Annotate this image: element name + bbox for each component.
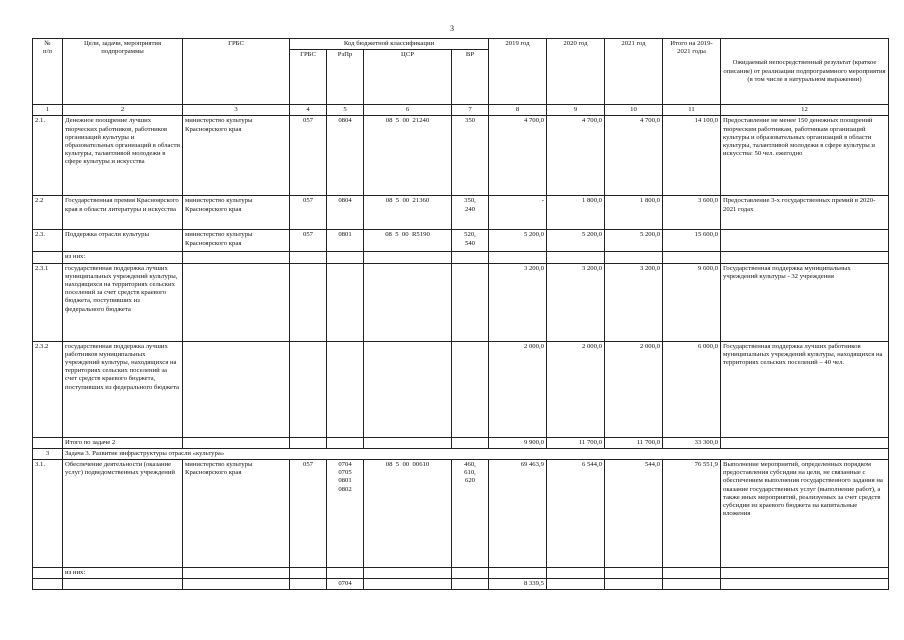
row-grbs	[183, 341, 290, 437]
row-name: Обеспечение деятельности (оказание услуг) подведомственных учреждений	[63, 460, 183, 568]
row-rzpr: 0801	[327, 230, 364, 252]
header-2020: 2020 год	[547, 39, 605, 105]
row-code	[290, 263, 327, 341]
row-grbs	[183, 263, 290, 341]
header-result: Ожидаемый непосредственный результат (краткое описание) от реализации подпрограммного мероприятия (в том числе в натуральном выражении)	[721, 39, 889, 105]
row-grbs: министерство культуры Красноярского края	[183, 460, 290, 568]
row-2021: 2 000,0	[605, 341, 663, 437]
table-row	[33, 263, 889, 341]
row-code: 057	[290, 196, 327, 230]
row-2019	[489, 252, 547, 263]
row-csr	[364, 341, 452, 437]
row-csr	[364, 252, 452, 263]
row-code: 057	[290, 460, 327, 568]
row-2020: 5 200,0	[547, 230, 605, 252]
table-row	[33, 116, 889, 196]
row-name: Поддержка отрасли культуры	[63, 230, 183, 252]
row-2021: 544,0	[605, 460, 663, 568]
row-code	[290, 341, 327, 437]
row-result: Государственная поддержка муниципальных учреждений культуры - 32 учреждения	[721, 263, 889, 341]
row-2020: 6 544,0	[547, 460, 605, 568]
col-number: 6	[364, 105, 452, 116]
row-total: 76 551,9	[663, 460, 721, 568]
row-num: 2.1.	[33, 116, 63, 196]
page-number: 3	[450, 24, 454, 33]
col-number: 9	[547, 105, 605, 116]
row-code	[290, 252, 327, 263]
total-2020: 11 700,0	[547, 437, 605, 448]
row-2020: 3 200,0	[547, 263, 605, 341]
row-rzpr	[327, 252, 364, 263]
table-row	[33, 230, 889, 252]
row-name: из них:	[63, 252, 183, 263]
row-name: государственная поддержка лучших муниципальных учреждений культуры, находящихся на территориях сельских поселений за счет средств краевого бюджета, поступивших из федерального бюджета	[63, 263, 183, 341]
row-name: из них:	[63, 568, 183, 579]
task-num: 3	[33, 448, 63, 459]
row-vr	[452, 263, 489, 341]
row-vr	[452, 341, 489, 437]
row-vr	[452, 252, 489, 263]
total-label: Итого по задаче 2	[63, 437, 183, 448]
task-row	[33, 448, 889, 459]
table-row	[33, 568, 889, 579]
row-csr: 08 5 00 21360	[364, 196, 452, 230]
row-grbs: министерство культуры Красноярского края	[183, 196, 290, 230]
row-name: Денежное поощрение лучших творческих работников, работников организаций культуры и образовательных организаций в области культуры, талантливой молодежи в сфере культуры и искусства	[63, 116, 183, 196]
col-number: 2	[63, 105, 183, 116]
table-row	[33, 252, 889, 263]
row-rzpr: 0704	[327, 579, 364, 590]
row-num: 2.2	[33, 196, 63, 230]
row-result	[721, 230, 889, 252]
row-2019: 2 000,0	[489, 341, 547, 437]
row-total: 9 600,0	[663, 263, 721, 341]
row-vr: 350, 240	[452, 196, 489, 230]
col-number: 1	[33, 105, 63, 116]
row-name: Государственная премия Красноярского края в области литературы и искусства	[63, 196, 183, 230]
row-csr: 08 5 00 21240	[364, 116, 452, 196]
row-2019: 8 339,5	[489, 579, 547, 590]
row-result: Выполнение мероприятий, определенных порядком предоставления субсидии на цели, не связанные с обеспечением выполнения государственного задания на оказание государственных услуг (выполнение работ), а также иных мероприятий, реализуемых за счет средств субсидии из краевого бюджета на капитальные вложения	[721, 460, 889, 568]
row-num: 2.3.2	[33, 341, 63, 437]
header-2019: 2019 год	[489, 39, 547, 105]
col-number: 12	[721, 105, 889, 116]
row-csr: 08 5 00 R5190	[364, 230, 452, 252]
row-total: 6 000,0	[663, 341, 721, 437]
row-code: 057	[290, 230, 327, 252]
row-rzpr	[327, 341, 364, 437]
column-number-row	[33, 105, 889, 116]
row-2019: 4 700,0	[489, 116, 547, 196]
row-2020: 1 800,0	[547, 196, 605, 230]
row-2019: -	[489, 196, 547, 230]
row-rzpr	[327, 263, 364, 341]
row-total: 14 100,0	[663, 116, 721, 196]
table-row	[33, 196, 889, 230]
header-kbk-rzpr: РзПр	[327, 50, 364, 105]
row-2021: 5 200,0	[605, 230, 663, 252]
header-grbs: ГРБС	[183, 39, 290, 105]
total-2019: 9 900,0	[489, 437, 547, 448]
row-2019: 5 200,0	[489, 230, 547, 252]
total-2021: 11 700,0	[605, 437, 663, 448]
row-rzpr: 0704 0705 0801 0802	[327, 460, 364, 568]
row-2021	[605, 252, 663, 263]
row-vr: 520, 540	[452, 230, 489, 252]
row-2019: 69 463,9	[489, 460, 547, 568]
header-kbk-vr: ВР	[452, 50, 489, 105]
row-grbs: министерство культуры Красноярского края	[183, 230, 290, 252]
header-2021: 2021 год	[605, 39, 663, 105]
table-row	[33, 460, 889, 568]
row-num: 2.3.	[33, 230, 63, 252]
col-number: 7	[452, 105, 489, 116]
header-num: № п/п	[33, 39, 63, 105]
header-kbk-csr: ЦСР	[364, 50, 452, 105]
col-number: 10	[605, 105, 663, 116]
task-title: Задача 3. Развитие инфраструктуры отрасли «культура»	[63, 448, 889, 459]
row-2020: 4 700,0	[547, 116, 605, 196]
row-code: 057	[290, 116, 327, 196]
row-grbs	[183, 252, 290, 263]
col-number: 11	[663, 105, 721, 116]
row-rzpr: 0804	[327, 116, 364, 196]
header-goals: Цели, задачи, мероприятия подпрограммы	[63, 39, 183, 105]
row-2021: 3 200,0	[605, 263, 663, 341]
header-kbk: Код бюджетной классификации	[290, 39, 489, 50]
col-number: 8	[489, 105, 547, 116]
row-2021: 4 700,0	[605, 116, 663, 196]
budget-table	[32, 38, 889, 590]
row-2021: 1 800,0	[605, 196, 663, 230]
row-grbs: министерство культуры Красноярского края	[183, 116, 290, 196]
row-total: 3 600,0	[663, 196, 721, 230]
col-number: 5	[327, 105, 364, 116]
row-vr: 350	[452, 116, 489, 196]
row-result: Государственная поддержка лучших работников муниципальных учреждений культуры, находящихся на территориях сельских поселений – 40 чел.	[721, 341, 889, 437]
row-result	[721, 252, 889, 263]
row-2020: 2 000,0	[547, 341, 605, 437]
row-rzpr: 0804	[327, 196, 364, 230]
table-row	[33, 579, 889, 590]
row-name: государственная поддержка лучших работников муниципальных учреждений культуры, находящихся на территориях сельских поселений за счет средств краевого бюджета, поступивших из федерального бюджета	[63, 341, 183, 437]
header-kbk-grbs: ГРБС	[290, 50, 327, 105]
row-vr: 460, 610, 620	[452, 460, 489, 568]
row-num	[33, 252, 63, 263]
total-row	[33, 437, 889, 448]
row-2020	[547, 252, 605, 263]
row-total: 15 600,0	[663, 230, 721, 252]
col-number: 4	[290, 105, 327, 116]
row-csr: 08 5 00 00610	[364, 460, 452, 568]
col-number: 3	[183, 105, 290, 116]
row-num: 2.3.1	[33, 263, 63, 341]
row-2019: 3 200,0	[489, 263, 547, 341]
row-result: Предоставление не менее 150 денежных поощрений творческим работникам, работникам организаций культуры и образовательных организаций в области культуры, талантливой молодежи в сфере культуры и искусства: 50 чел. ежегодно	[721, 116, 889, 196]
header-total: Итого на 2019-2021 годы	[663, 39, 721, 105]
row-total	[663, 252, 721, 263]
total-sum: 33 300,0	[663, 437, 721, 448]
row-result: Предоставление 3-х государственных премий в 2020-2021 годах	[721, 196, 889, 230]
row-csr	[364, 263, 452, 341]
table-row	[33, 341, 889, 437]
row-num: 3.1.	[33, 460, 63, 568]
